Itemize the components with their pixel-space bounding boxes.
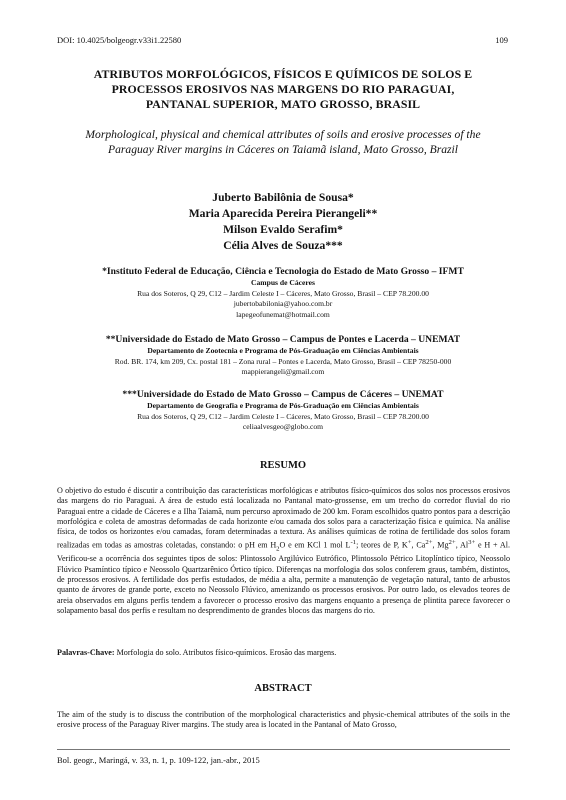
footer-citation: Bol. geogr., Maringá, v. 33, n. 1, p. 109-122, jan.-abr., 2015 — [57, 755, 260, 765]
affiliation-unemat-pontes — [50, 334, 516, 378]
english-title — [50, 127, 516, 157]
affiliation-address: Rua dos Soteros, Q 29, C12 – Jardim Celeste I – Cáceres, Mato Grosso, Brasil – CEP 78.200.00 — [137, 288, 429, 298]
affiliation-ifmt — [50, 266, 516, 320]
author-name: Juberto Babilônia de Sousa* — [212, 191, 354, 204]
article-title — [60, 67, 506, 112]
author-name: Célia Alves de Souza*** — [223, 239, 343, 252]
keywords-label: Palavras-Chave: — [57, 648, 115, 657]
affiliation-email: celiaalvesgeo@globo.com — [242, 422, 324, 431]
affiliation-email: jubertobabilonia@yahoo.com.br — [233, 299, 333, 308]
affiliation-email: lapegeofunemat@hotmail.com — [236, 309, 330, 319]
resumo-text-part: ; teores de P, K — [356, 540, 408, 550]
superscript: 3+ — [468, 538, 476, 546]
title-line: PROCESSOS EROSIVOS NAS MARGENS DO RIO PARAGUAI, — [111, 82, 455, 96]
title-line: PANTANAL SUPERIOR, MATO GROSSO, BRASIL — [145, 97, 421, 111]
author-name: Maria Aparecida Pereira Pierangeli** — [188, 207, 378, 220]
title-line: ATRIBUTOS MORFOLÓGICOS, FÍSICOS E QUÍMICOS DE SOLOS E — [93, 67, 473, 81]
affiliation-institution: *Instituto Federal de Educação, Ciência e Tecnologia do Estado de Mato Grosso – IFMT — [102, 266, 464, 277]
keywords-text: Morfologia do solo. Atributos físico-químicos. Erosão das margens. — [114, 648, 337, 657]
affiliation-institution: ***Universidade do Estado de Mato Grosso – Campus de Cáceres – UNEMAT — [122, 389, 444, 400]
superscript: -1 — [350, 538, 357, 546]
keywords — [57, 648, 510, 658]
affiliation-department: Departamento de Zootecnia e Programa de Pós-Graduação em Ciências Ambientais — [147, 346, 419, 355]
affiliation-institution: **Universidade do Estado de Mato Grosso – Campus de Pontes e Lacerda – UNEMAT — [105, 334, 461, 345]
abstract-text: The aim of the study is to discuss the contribution of the morphological characteristics and physic-chemical attributes of the soils in the erosive process of the Paraguay River margins. The study area is located in the Pantanal of Mato Grosso, — [57, 710, 510, 730]
page-number: 109 — [495, 35, 508, 45]
subtitle-line: Morphological, physical and chemical attributes of soils and erosive processes of the — [85, 128, 481, 141]
resumo-text-part: O objetivo do estudo é discutir a contribuição das características morfológicas e atributos físico-químicos dos solos nos processos erosivos das margens do rio Paraguai. A área de estudo está localizada no Pantanal mato-grossense, em um trecho do corredor fluvial do rio Paraguai entre a cidade de Cáceres e a Ilha Taiamã, num percurso aproximado de 200 km. Foram escolhidos quatro pontos para a descrição morfológica e coleta de amostras deformadas de cada horizonte e/ou camada dos solos para a caracterização física e química. Na análise física, de todos os horizontes e/ou camadas, foram determinadas a textura. As análises químicas de rotina de fertilidade dos solos foram realizadas em todas as amostras coletadas, constando: o pH em H — [57, 486, 510, 550]
author-list — [60, 190, 506, 254]
affiliation-department: Campus de Cáceres — [251, 278, 315, 287]
affiliation-unemat-caceres — [50, 389, 516, 433]
footer-divider — [57, 749, 510, 750]
resumo-text-part: , Al — [455, 540, 469, 550]
subscript: 2 — [276, 545, 280, 553]
resumo-text-part: , Ca — [411, 540, 426, 550]
resumo-text-part: e H + Al. Verificou-se a ocorrência dos seguintes tipos de solos: Plintossolo Argilúvico Eutrófico, Plintossolo Pétrico Litoplíntico típico, Neossolo Flúvico Psamíntico típico e Neossolo Quartzarênico Órtico típico. Diferenças na morfologia dos solos conferem graus, também, distintos, de processos erosivos. A fertilidade dos perfis estudados, de média a alta, permite a manutenção de vegetação natural, tanto de arbustos quanto de árvores de grande porte, exceto no Neossolo Flúvico, amenizando os processos erosivos. Por outro lado, os elevados teores de areia observados em alguns perfis tendem a favorecer o processo erosivo das margens enquanto a presença de plintita parece favorecer o solapamento basal dos perfis e resultam no desprendimento de grandes blocos das margens do rio. — [57, 540, 510, 616]
affiliation-address: Rua dos Soteros, Q 29, C12 – Jardim Celeste I – Cáceres, Mato Grosso, Brasil – CEP 78.200.00 — [137, 411, 429, 421]
resumo-text-part: O e em KCl 1 mol L — [279, 540, 351, 550]
doi-header: DOI: 10.4025/bolgeogr.v33i1.22580 — [57, 35, 182, 45]
resumo-heading: RESUMO — [259, 460, 307, 471]
superscript: 2+ — [448, 538, 456, 546]
subtitle-line: Paraguay River margins in Cáceres on Taiamã island, Mato Grosso, Brazil — [108, 143, 458, 156]
resumo-text — [57, 486, 510, 616]
affiliation-department: Departamento de Geografia e Programa de Pós-Graduação em Ciências Ambientais — [147, 401, 419, 410]
affiliation-email: mappierangeli@gmail.com — [241, 367, 325, 376]
superscript: 2+ — [425, 538, 433, 546]
superscript: + — [407, 538, 412, 546]
abstract-heading: ABSTRACT — [254, 683, 312, 694]
author-name: Milson Evaldo Serafim* — [223, 223, 343, 236]
resumo-text-part: , Mg — [432, 540, 449, 550]
affiliation-address: Rod. BR. 174, km 209, Cx. postal 181 – Zona rural – Pontes e Lacerda, Mato Grosso, Brasil – CEP 78250-000 — [114, 356, 452, 366]
